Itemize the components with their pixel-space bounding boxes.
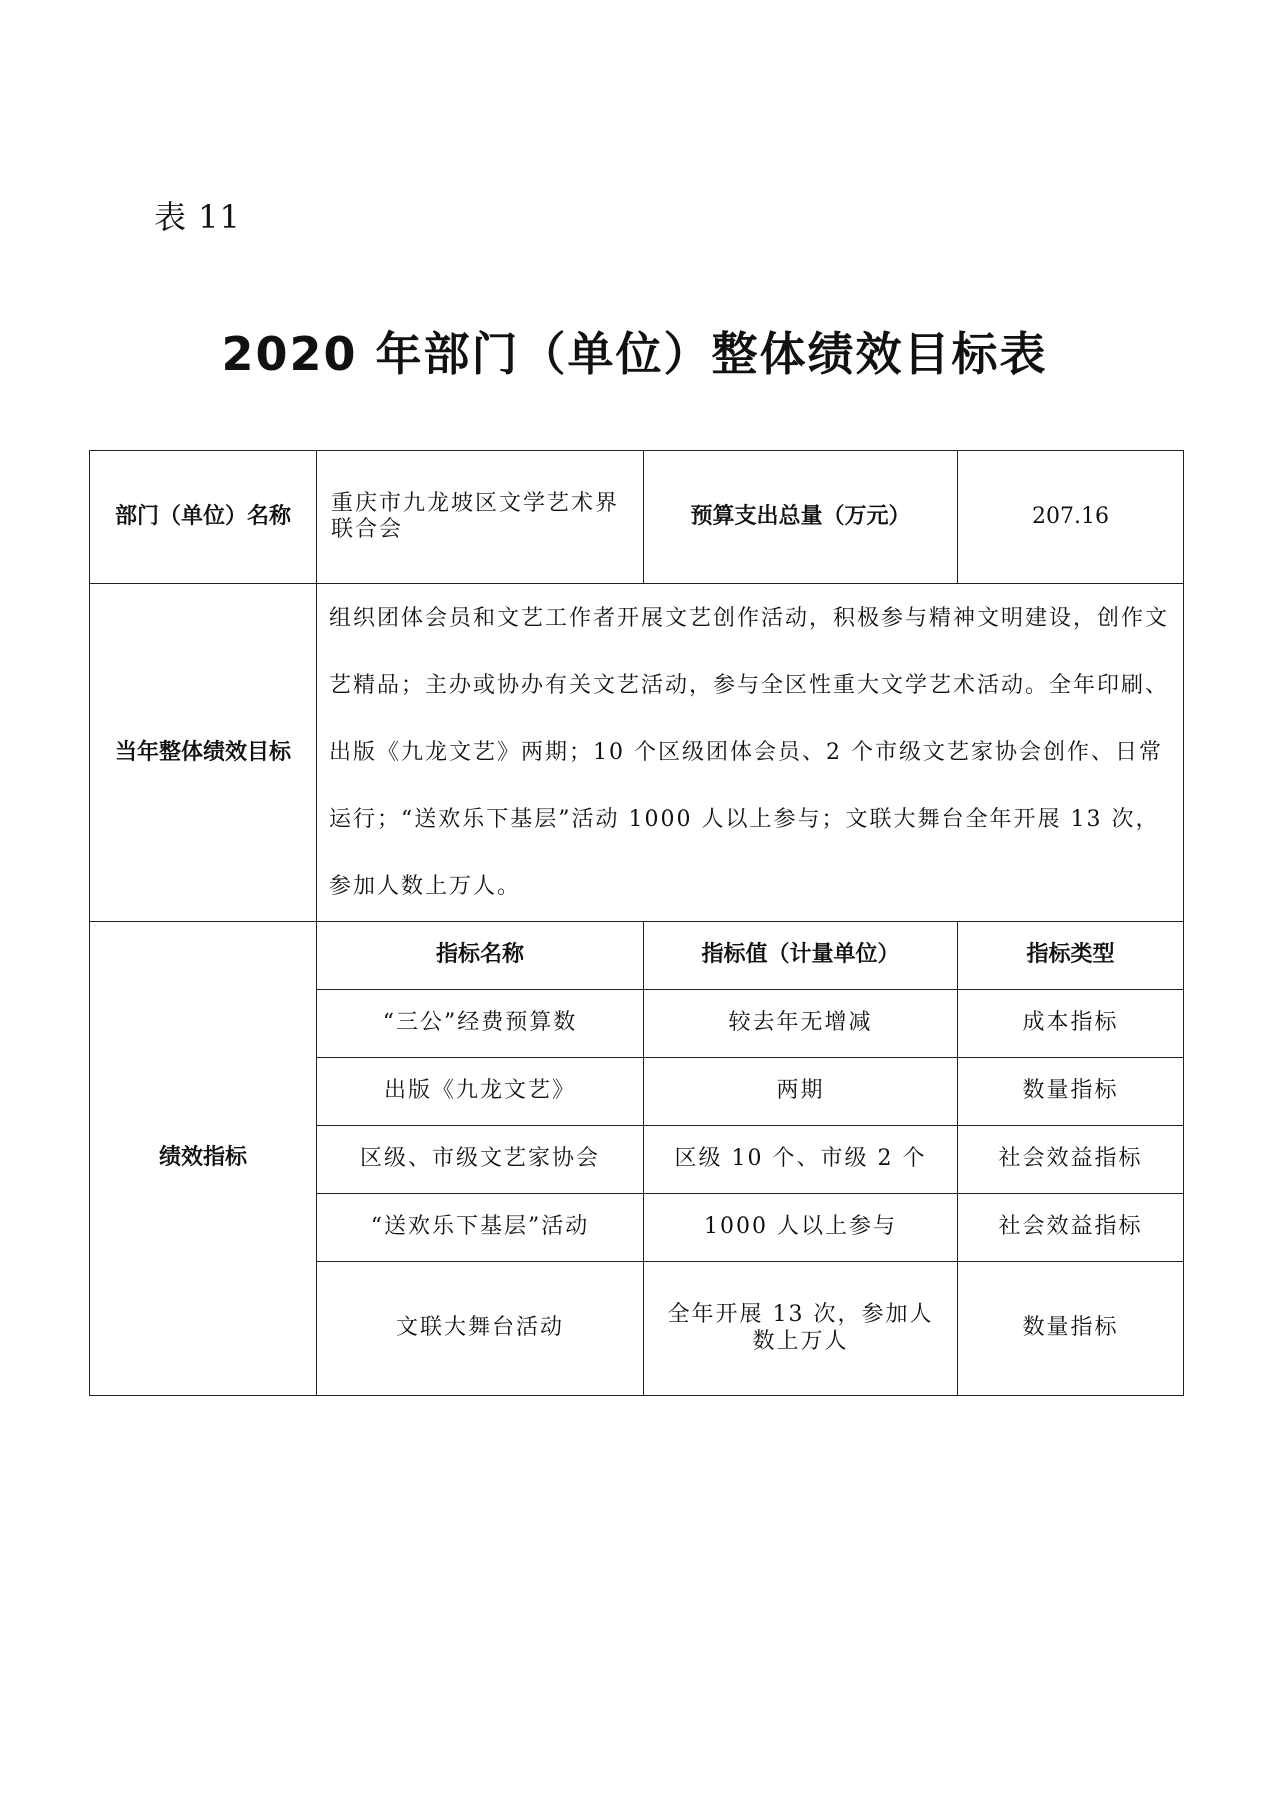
indicator-type-cell: 社会效益指标	[958, 1194, 1184, 1262]
indicator-name-cell: “送欢乐下基层”活动	[317, 1194, 644, 1262]
indicator-name-cell: 出版《九龙文艺》	[317, 1058, 644, 1126]
indicators-section-label: 绩效指标	[90, 922, 317, 1396]
indicator-value-cell: 全年开展 13 次，参加人数上万人	[644, 1262, 958, 1396]
indicator-value-cell: 1000 人以上参与	[644, 1194, 958, 1262]
indicator-name-header: 指标名称	[317, 922, 644, 990]
document-title: 2020 年部门（单位）整体绩效目标表	[221, 327, 1048, 381]
indicator-type-cell: 成本指标	[958, 990, 1184, 1058]
annual-goal-label: 当年整体绩效目标	[90, 584, 317, 922]
unit-name-label: 部门（单位）名称	[90, 451, 317, 584]
annual-goal-row	[90, 584, 1184, 922]
budget-label: 预算支出总量（万元）	[644, 451, 958, 584]
indicator-type-cell: 社会效益指标	[958, 1126, 1184, 1194]
indicator-name-cell: 区级、市级文艺家协会	[317, 1126, 644, 1194]
indicator-type-cell: 数量指标	[958, 1058, 1184, 1126]
indicator-value-cell: 两期	[644, 1058, 958, 1126]
indicator-value-cell: 区级 10 个、市级 2 个	[644, 1126, 958, 1194]
indicator-type-header: 指标类型	[958, 922, 1184, 990]
indicator-name-cell: 文联大舞台活动	[317, 1262, 644, 1396]
unit-name-value: 重庆市九龙坡区文学艺术界联合会	[317, 451, 644, 584]
indicator-type-cell: 数量指标	[958, 1262, 1184, 1396]
unit-info-row	[90, 451, 1184, 584]
indicator-header-row	[90, 922, 1184, 990]
annual-goal-text: 组织团体会员和文艺工作者开展文艺创作活动，积极参与精神文明建设，创作文艺精品；主办或协办有关文艺活动，参与全区性重大文学艺术活动。全年印刷、出版《九龙文艺》两期；10 个区级团体会员、2 个市级文艺家协会创作、日常运行；“送欢乐下基层”活动 1000 人以上参与；文联大舞台全年开展 13 次，参加人数上万人。	[317, 584, 1184, 922]
indicator-value-header: 指标值（计量单位）	[644, 922, 958, 990]
table-number-label: 表 11	[154, 198, 241, 236]
budget-value: 207.16	[958, 451, 1184, 584]
indicator-value-cell: 较去年无增减	[644, 990, 958, 1058]
indicator-name-cell: “三公”经费预算数	[317, 990, 644, 1058]
performance-target-table	[89, 450, 1184, 1396]
